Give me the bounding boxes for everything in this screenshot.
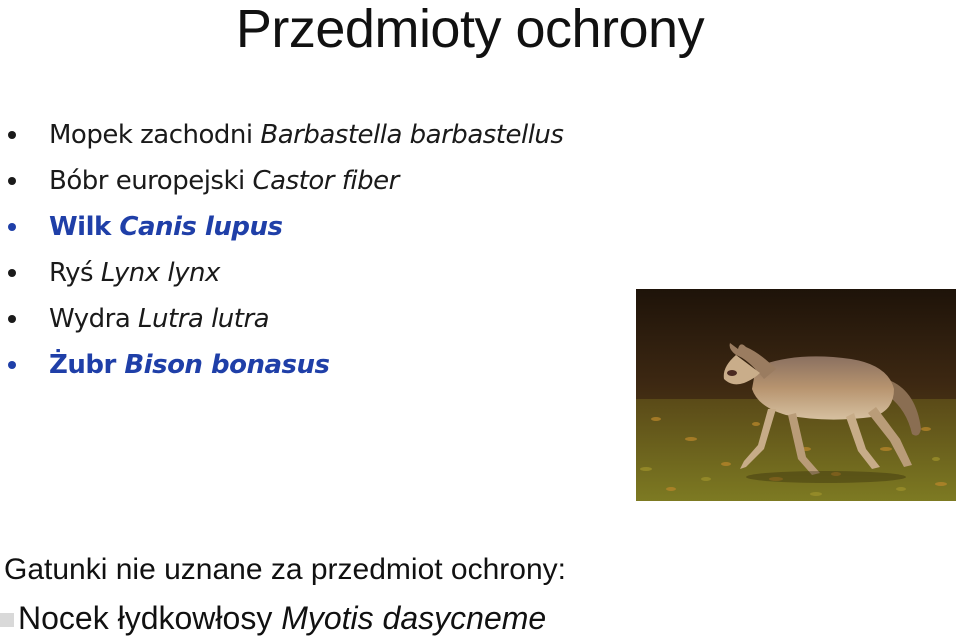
bullet-icon bbox=[8, 361, 16, 369]
bullet-icon bbox=[8, 269, 16, 277]
species-item-zubr bbox=[8, 342, 563, 388]
bullet-icon bbox=[8, 131, 16, 139]
protected-species-list bbox=[8, 112, 563, 388]
species-common-name: Żubr bbox=[49, 350, 116, 380]
species-item-wydra bbox=[8, 296, 563, 342]
species-common-name: Mopek zachodni bbox=[49, 120, 253, 150]
species-latin-name: Lynx lynx bbox=[100, 258, 220, 288]
bullet-icon bbox=[8, 315, 16, 323]
species-latin-name: Canis lupus bbox=[119, 212, 283, 242]
species-item-bobr bbox=[8, 158, 563, 204]
bullet-icon bbox=[8, 223, 16, 231]
species-latin-name: Lutra lutra bbox=[138, 304, 270, 334]
slide-title: Przedmioty ochrony bbox=[235, 0, 705, 59]
species-item-wilk bbox=[8, 204, 563, 250]
species-item-mopek bbox=[8, 112, 563, 158]
species-latin-name: Barbastella barbastellus bbox=[260, 120, 564, 150]
wolf-photo bbox=[636, 289, 956, 501]
bullet-icon bbox=[8, 177, 16, 185]
species-latin-name: Castor fiber bbox=[252, 166, 399, 196]
unprotected-species-item bbox=[0, 598, 546, 638]
species-common-name: Wydra bbox=[49, 304, 131, 334]
square-bullet-icon bbox=[0, 613, 14, 627]
species-common-name: Bóbr europejski bbox=[49, 166, 245, 196]
unprotected-species-heading: Gatunki nie uznane za przedmiot ochrony: bbox=[4, 553, 566, 586]
species-latin-name: Bison bonasus bbox=[124, 350, 330, 380]
unprotected-species-common-name: Nocek łydkowłosy bbox=[18, 600, 273, 636]
species-common-name: Ryś bbox=[49, 258, 94, 288]
species-item-rys bbox=[8, 250, 563, 296]
unprotected-species-latin-name: Myotis dasycneme bbox=[281, 600, 547, 636]
species-common-name: Wilk bbox=[49, 212, 111, 242]
